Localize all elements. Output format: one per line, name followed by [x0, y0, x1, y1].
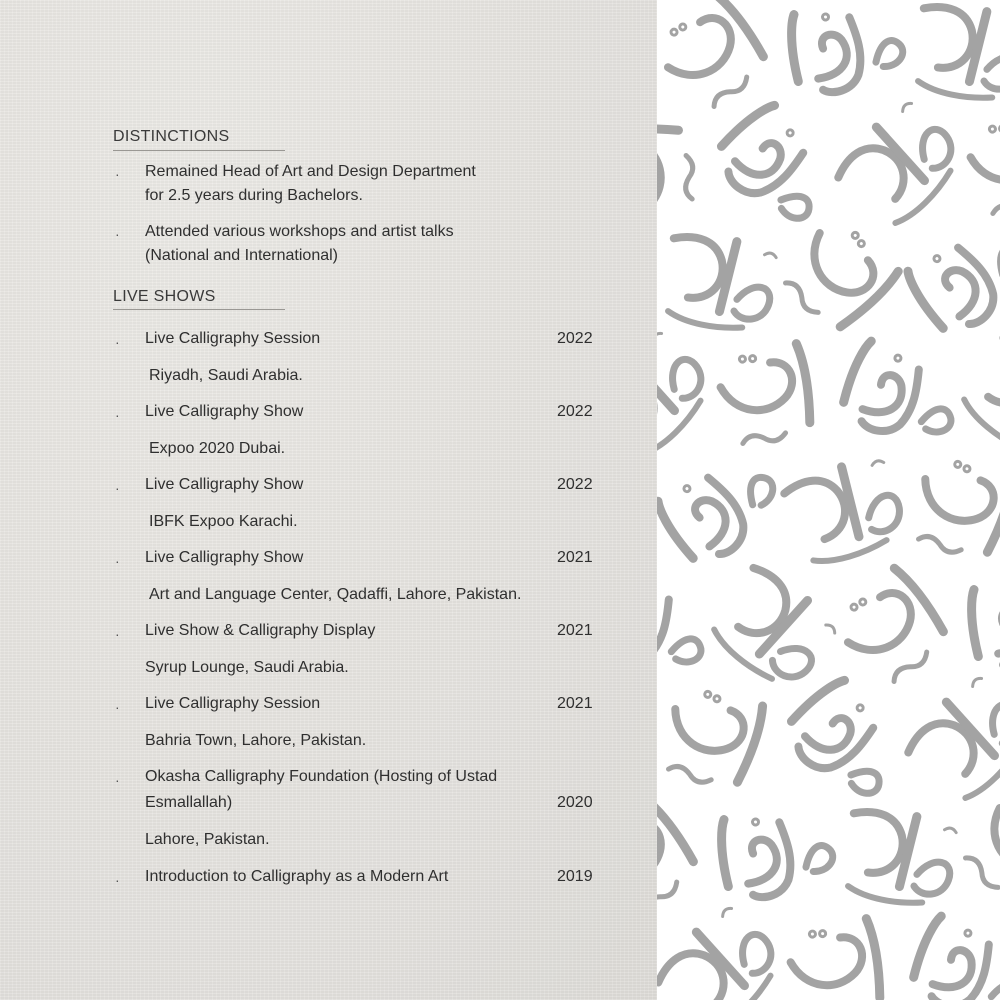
calligraphy-glyph	[657, 326, 720, 465]
calligraphy-glyph	[785, 917, 890, 1000]
arabic-calligraphy-pattern-icon	[657, 0, 1000, 1000]
calligraphy-glyph	[657, 568, 715, 677]
calligraphy-glyph	[657, 0, 775, 116]
calligraphy-glyph	[712, 796, 838, 905]
calligraphy-glyph	[657, 686, 658, 799]
distinction-item-2-line-1: Attended various workshops and artist talks	[145, 223, 454, 240]
calligraphy-glyph	[781, 456, 907, 569]
calligraphy-glyph	[657, 901, 790, 1000]
distinction-item-2-line-2: (National and International)	[145, 247, 339, 264]
calligraphy-glyph	[657, 796, 705, 920]
show-year: 2021	[557, 549, 593, 566]
calligraphy-glyph	[905, 0, 1000, 109]
bullet-dot: ·	[115, 553, 120, 569]
calligraphy-glyph	[899, 206, 1000, 342]
calligraphy-glyph	[702, 559, 842, 698]
calligraphy-glyph	[952, 329, 1000, 468]
show-location: Riyadh, Saudi Arabia.	[149, 367, 303, 384]
calligraphy-glyph	[965, 112, 1000, 220]
bullet-dot: ·	[115, 699, 120, 715]
show-title: Introduction to Calligraphy as a Modern Art	[145, 868, 449, 885]
calligraphy-glyph	[830, 96, 970, 235]
calligraphy-glyph	[660, 685, 765, 793]
calligraphy-glyph	[910, 455, 1000, 563]
calligraphy-glyph	[835, 802, 961, 915]
calligraphy-glyph	[657, 436, 787, 572]
calligraphy-glyph	[657, 227, 782, 340]
show-location: Expoo 2020 Dubai.	[149, 440, 286, 457]
calligraphy-glyph	[708, 97, 846, 233]
show-title: Live Calligraphy Show	[145, 549, 304, 566]
bullet-dot: ·	[115, 407, 120, 423]
show-year: 2019	[557, 868, 593, 885]
show-title: Live Show & Calligraphy Display	[145, 622, 376, 639]
show-year: 2022	[557, 330, 593, 347]
calligraphy-glyph	[900, 671, 1000, 810]
bullet-dot: ·	[115, 226, 120, 242]
show-location: IBFK Expoo Karachi.	[149, 513, 298, 530]
show-title: Live Calligraphy Session	[145, 330, 321, 347]
calligraphy-glyph	[909, 913, 1000, 1000]
distinction-item-1-line-2: for 2.5 years during Bachelors.	[145, 187, 363, 204]
calligraphy-glyph	[958, 0, 1000, 4]
calligraphy-glyph	[778, 672, 916, 808]
show-title-continued: Esmallallah)	[145, 794, 233, 811]
calligraphy-glyph	[782, 0, 908, 100]
show-title: Live Calligraphy Show	[145, 476, 304, 493]
live-shows-rule	[113, 309, 285, 310]
calligraphy-glyph	[715, 342, 820, 450]
calligraphy-pattern-svg	[657, 0, 1000, 1000]
bullet-dot: ·	[115, 480, 120, 496]
show-title: Okasha Calligraphy Foundation (Hosting of Ustad	[145, 768, 498, 785]
calligraphy-glyph	[831, 566, 955, 690]
show-year: 2022	[557, 403, 593, 420]
show-title: Live Calligraphy Show	[145, 403, 304, 420]
show-year: 2021	[557, 622, 593, 639]
bullet-dot: ·	[115, 334, 120, 350]
live-shows-heading: LIVE SHOWS	[113, 288, 216, 305]
bullet-dot: ·	[115, 166, 120, 182]
show-location: Bahria Town, Lahore, Pakistan.	[145, 732, 367, 749]
calligraphy-glyph	[962, 566, 1000, 675]
bullet-dot: ·	[115, 626, 120, 642]
show-location: Art and Language Center, Qadaffi, Lahore, Pakistan.	[149, 586, 522, 603]
show-location: Syrup Lounge, Saudi Arabia.	[145, 659, 349, 676]
calligraphy-glyph	[956, 789, 1000, 913]
distinction-item-1-line-1: Remained Head of Art and Design Department	[145, 163, 476, 180]
distinctions-rule	[113, 150, 285, 151]
show-title: Live Calligraphy Session	[145, 695, 321, 712]
calligraphy-glyph	[657, 121, 698, 218]
calligraphy-glyph	[657, 221, 659, 330]
calligraphy-glyph	[839, 338, 965, 447]
show-year: 2021	[557, 695, 593, 712]
calligraphy-glyph	[776, 214, 900, 338]
show-year: 2022	[557, 476, 593, 493]
show-year: 2020	[557, 794, 593, 811]
bullet-dot: ·	[115, 772, 120, 788]
distinctions-heading: DISTINCTIONS	[113, 128, 230, 145]
bullet-dot: ·	[115, 872, 120, 888]
show-location: Lahore, Pakistan.	[145, 831, 270, 848]
